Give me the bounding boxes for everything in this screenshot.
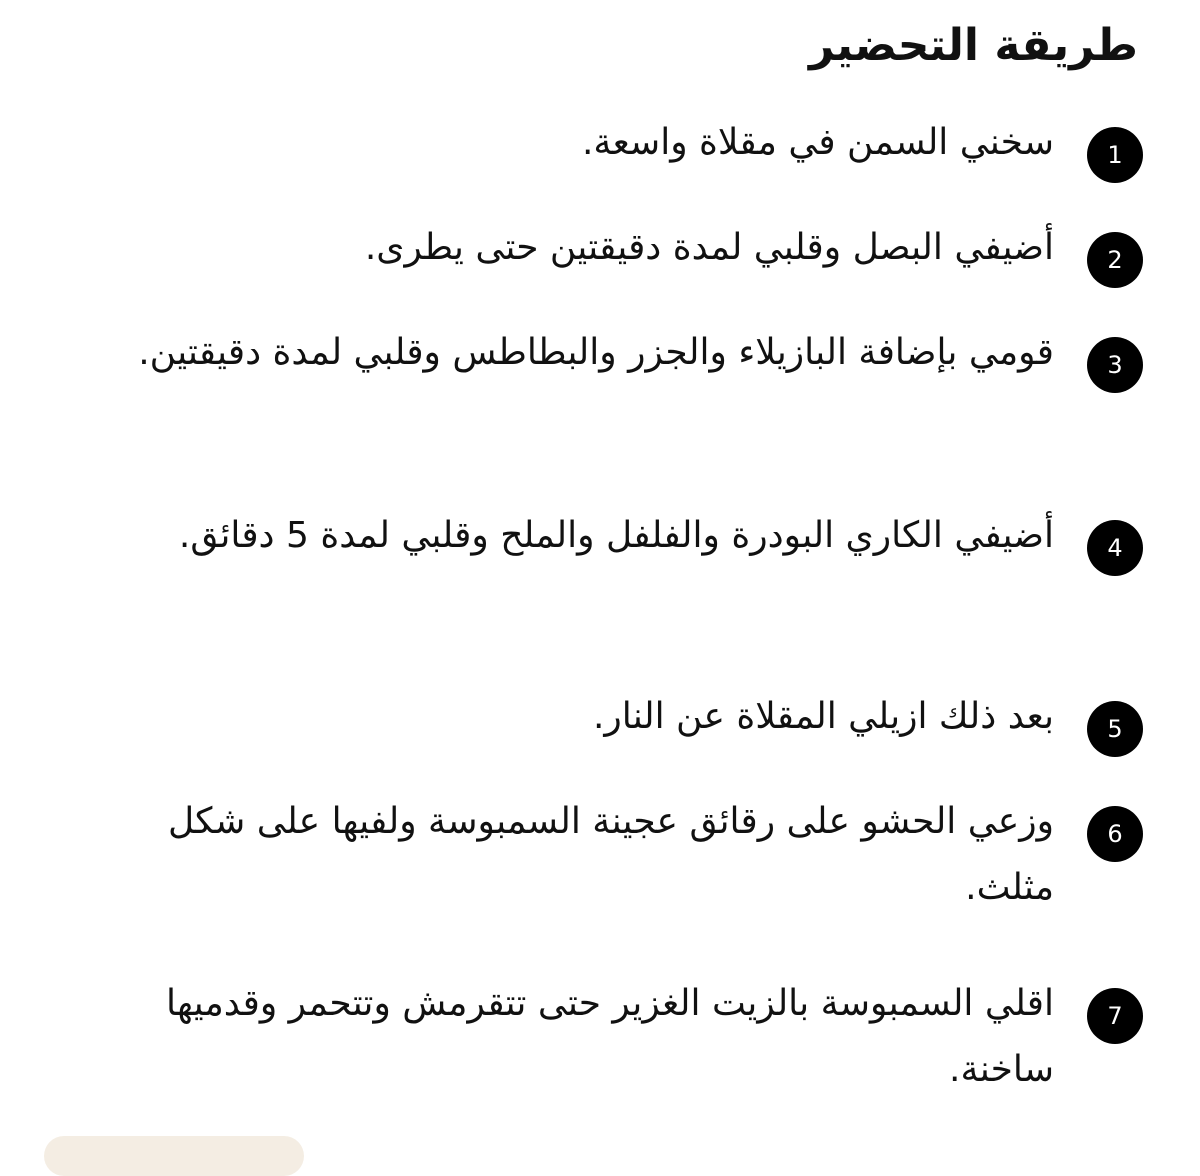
step-number-badge: 4 (1087, 520, 1143, 576)
preparation-step-6 (0, 789, 1200, 949)
step-number-badge: 1 (1087, 127, 1143, 183)
step-text: قومي بإضافة البازيلاء والجزر والبطاطس وقلبي لمدة دقيقتين. (138, 332, 1054, 373)
step-number-badge: 2 (1087, 232, 1143, 288)
step-number-badge: 6 (1087, 806, 1143, 862)
step-text: سخني السمن في مقلاة واسعة. (581, 122, 1054, 163)
preparation-step-4 (0, 503, 1200, 663)
step-number-badge: 7 (1087, 988, 1143, 1044)
section-title: طريقة التحضير (809, 20, 1138, 71)
step-text: أضيفي البصل وقلبي لمدة دقيقتين حتى يطرى. (364, 227, 1054, 268)
preparation-step-3 (0, 320, 1200, 480)
step-text: اقلي السمبوسة بالزيت الغزير حتى تتقرمش وتتحمر وقدميها ساخنة. (166, 983, 1054, 1090)
partial-bottom-button[interactable] (44, 1136, 304, 1176)
preparation-step-7 (0, 971, 1200, 1110)
step-number-badge: 5 (1087, 701, 1143, 757)
step-text: وزعي الحشو على رقائق عجينة السمبوسة ولفيها على شكل مثلث. (167, 801, 1054, 908)
step-number-badge: 3 (1087, 337, 1143, 393)
step-text: بعد ذلك ازيلي المقلاة عن النار. (592, 696, 1054, 737)
step-text: أضيفي الكاري البودرة والفلفل والملح وقلبي لمدة 5 دقائق. (178, 515, 1054, 556)
